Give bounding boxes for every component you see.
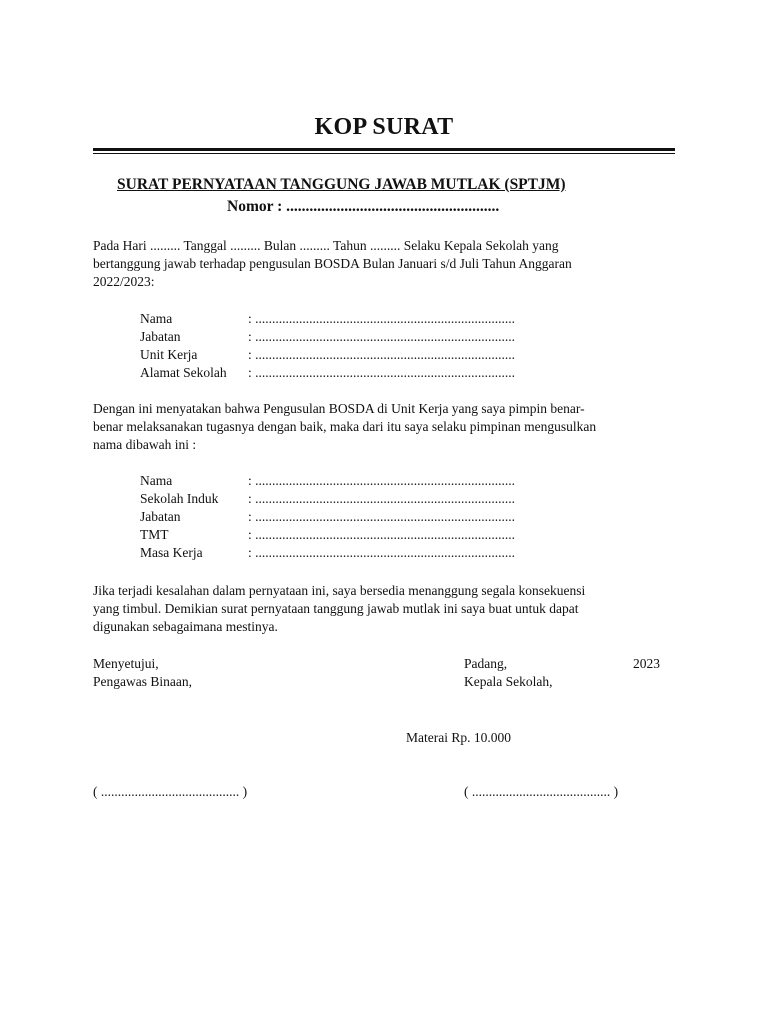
document-number: Nomor : ....................................................... [227, 198, 500, 215]
para2-line-3: nama dibawah ini : [93, 437, 197, 452]
field-label-tmt: TMT [140, 527, 169, 542]
para1-line-1: Pada Hari ......... Tanggal ......... Bulan ......... Tahun ......... Selaku Kepala Sekolah yang [93, 238, 559, 253]
document-title: SURAT PERNYATAAN TANGGUNG JAWAB MUTLAK (SPTJM) [117, 176, 566, 193]
signing-place: Padang, [464, 656, 508, 671]
para2-line-1: Dengan ini menyatakan bahwa Pengusulan BOSDA di Unit Kerja yang saya pimpin benar- [93, 401, 585, 416]
signing-year: 2023 [633, 656, 660, 671]
para3-line-3: digunakan sebagaimana mestinya. [93, 619, 278, 634]
approver-heading: Menyetujui, [93, 656, 159, 671]
para1-line-3: 2022/2023: [93, 274, 155, 289]
field-value-sekolah-induk: : ............................................................................. [248, 491, 516, 506]
para3-line-2: yang timbul. Demikian surat pernyataan tanggung jawab mutlak ini saya buat untuk dapat [93, 601, 579, 616]
field-label-nama-2: Nama [140, 473, 173, 488]
letterhead-rule-thick [93, 148, 675, 151]
materai-stamp-note: Materai Rp. 10.000 [406, 730, 511, 745]
field-value-unit-kerja: : ............................................................................. [248, 347, 516, 362]
signer-title: Kepala Sekolah, [464, 674, 553, 689]
field-label-sekolah-induk: Sekolah Induk [140, 491, 219, 506]
field-value-jabatan: : ............................................................................. [248, 329, 516, 344]
para2-line-2: benar melaksanakan tugasnya dengan baik, maka dari itu saya selaku pimpinan mengusulkan [93, 419, 597, 434]
field-label-jabatan-2: Jabatan [140, 509, 181, 524]
signer-name-placeholder: ( ......................................... ) [464, 784, 619, 799]
letterhead-title: KOP SURAT [314, 114, 454, 140]
field-label-jabatan: Jabatan [140, 329, 181, 344]
field-label-masa-kerja: Masa Kerja [140, 545, 203, 560]
letterhead-rule-thin [93, 153, 675, 154]
field-value-masa-kerja: : ............................................................................. [248, 545, 516, 560]
field-label-unit-kerja: Unit Kerja [140, 347, 198, 362]
para1-line-2: bertanggung jawab terhadap pengusulan BOSDA Bulan Januari s/d Juli Tahun Anggaran [93, 256, 572, 271]
field-value-jabatan-2: : ............................................................................. [248, 509, 516, 524]
field-label-alamat-sekolah: Alamat Sekolah [140, 365, 227, 380]
field-value-alamat-sekolah: : ............................................................................. [248, 365, 516, 380]
field-label-nama: Nama [140, 311, 173, 326]
para3-line-1: Jika terjadi kesalahan dalam pernyataan ini, saya bersedia menanggung segala konsekuensi [93, 583, 586, 598]
field-value-nama: : ............................................................................. [248, 311, 516, 326]
approver-title: Pengawas Binaan, [93, 674, 192, 689]
field-value-nama-2: : ............................................................................. [248, 473, 516, 488]
field-value-tmt: : ............................................................................. [248, 527, 516, 542]
approver-name-placeholder: ( ......................................... ) [93, 784, 248, 799]
